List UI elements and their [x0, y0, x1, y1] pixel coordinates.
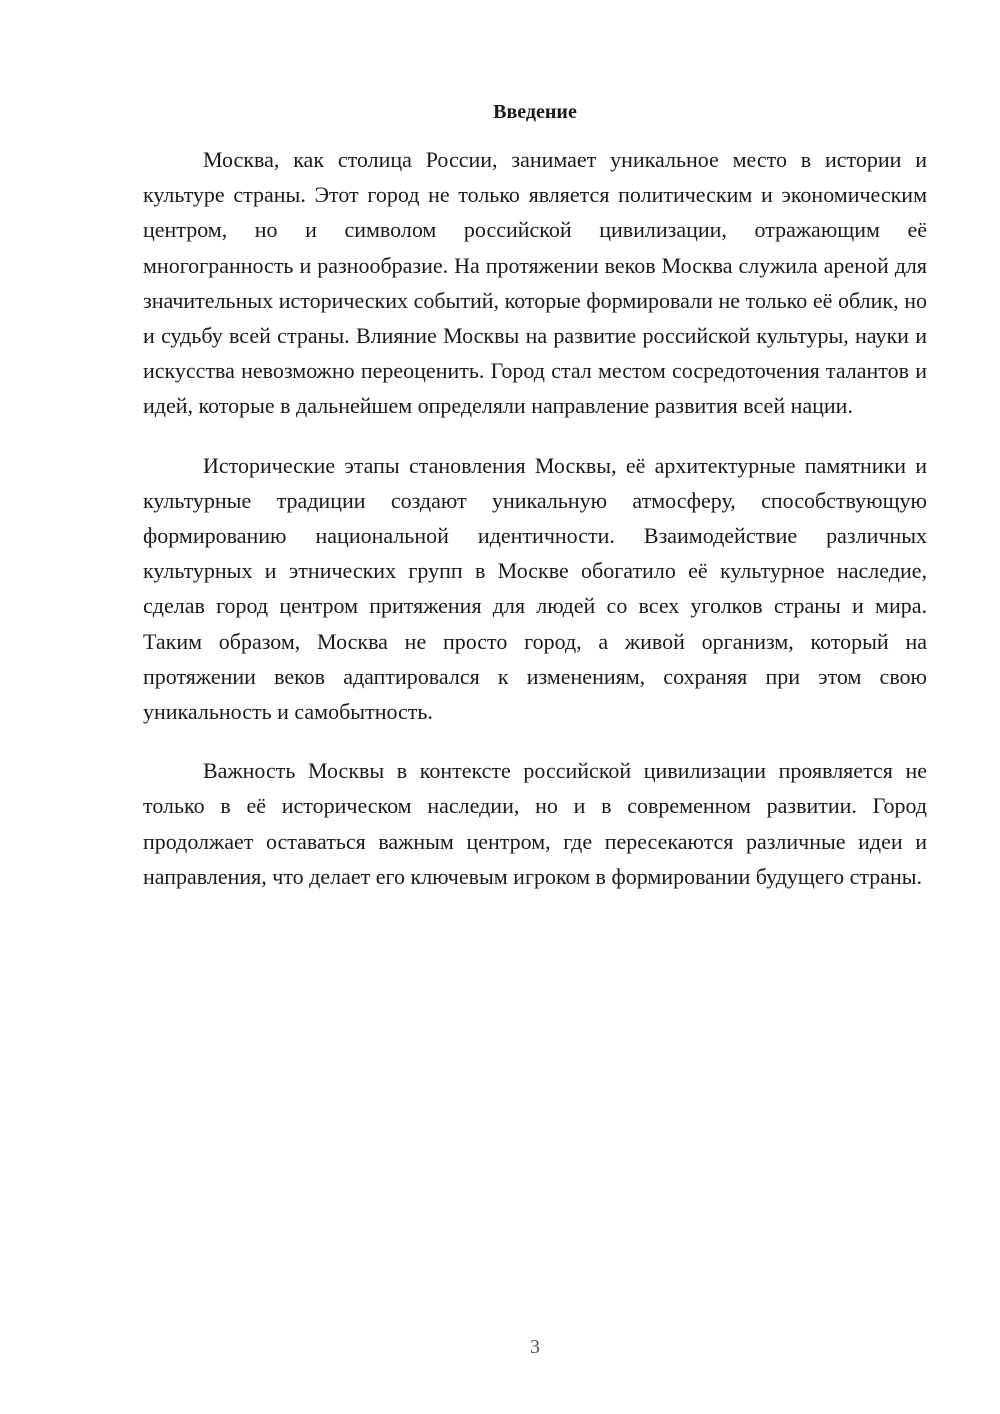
paragraph-1: Москва, как столица России, занимает уникальное место в истории и культуре страны. Этот город не только является политическим и экономическим центром, но и символом российской цивилизации, отражающим её многогранность и разнообразие. На протяжении веков Москва служила ареной для значительных исторических событий, которые формировали не только её облик, но и судьбу всей страны. Влияние Москвы на развитие российской культуры, науки и искусства невозможно переоценить. Город стал местом сосредоточения талантов и идей, которые в дальнейшем определяли направление развития всей нации.: [143, 147, 927, 419]
paragraph-2: Исторические этапы становления Москвы, её архитектурные памятники и культурные традиции создают уникальную атмосферу, способствующую формированию национальной идентичности. Взаимодействие различных культурных и этнических групп в Москве обогатило её культурное наследие, сделав город центром притяжения для людей со всех уголков страны и мира. Таким образом, Москва не просто город, а живой организм, который на протяжении веков адаптировался к изменениям, сохраняя при этом свою уникальность и самобытность.: [143, 452, 927, 725]
section-title: Введение: [493, 101, 577, 123]
page-number: 3: [530, 1336, 540, 1358]
body-text: [143, 142, 927, 918]
paragraph-3: Важность Москвы в контексте российской цивилизации проявляется не только в её историческом наследии, но и в современном развитии. Город продолжает оставаться важным центром, где пересекаются различные идеи и направления, что делает его ключевым игроком в формировании будущего страны.: [143, 758, 927, 889]
